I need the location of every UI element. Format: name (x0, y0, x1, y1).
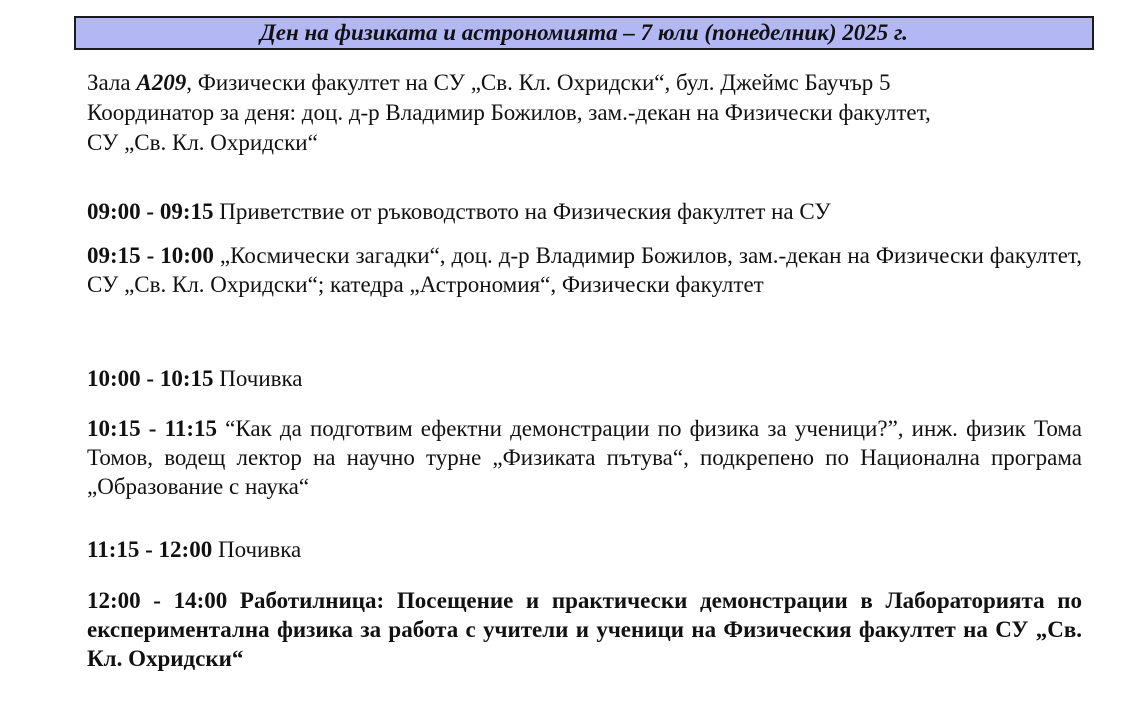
venue-address: , Физически факултет на СУ „Св. Кл. Охридски“, бул. Джеймс Баучър 5 (186, 70, 891, 95)
schedule-text: Почивка (213, 366, 303, 391)
schedule-item-break-2 (87, 535, 1082, 564)
coordinator-line-1: Координатор за деня: доц. д-р Владимир Божилов, зам.-декан на Физически факултет, (87, 100, 931, 125)
schedule-time: 12:00 - 14:00 (87, 588, 228, 613)
venue-info (87, 68, 1082, 158)
page-title-text: Ден на физиката и астрономията – 7 юли (понеделник) 2025 г. (260, 20, 908, 45)
schedule-text: „Космически загадки“, доц. д-р Владимир Божилов, зам.-декан на Физически факултет, СУ „Св. Кл. Охридски“; катедра „Астрономия“, Физически факултет (87, 243, 1082, 297)
schedule-item-break-1 (87, 364, 1082, 393)
schedule-text: Работилница: Посещение и практически демонстрации в Лабораторията по експериментална физика за работа с учители и ученици на Физическия факултет на СУ „Св. Кл. Охридски“ (87, 588, 1082, 671)
schedule-item-demonstrations (87, 414, 1082, 501)
schedule-item-lecture-space (87, 241, 1082, 299)
schedule-text: “Как да подготвим ефектни демонстрации по физика за ученици?”, инж. физик Тома Томов, водещ лектор на научно турне „Физиката пътува“, подкрепено по Национална програма „Образование с наука“ (87, 416, 1082, 499)
schedule-time: 11:15 - 12:00 (87, 537, 213, 562)
hall-label: Зала (87, 70, 137, 95)
coordinator-line-2: СУ „Св. Кл. Охридски“ (87, 130, 318, 155)
schedule-text: Почивка (212, 537, 302, 562)
schedule-time: 09:15 - 10:00 (87, 243, 214, 268)
schedule-item-workshop (87, 586, 1082, 673)
schedule-time: 10:15 - 11:15 (87, 416, 217, 441)
schedule-text: Приветствие от ръководството на Физическия факултет на СУ (213, 199, 831, 224)
page-title (74, 16, 1094, 50)
schedule-time: 09:00 - 09:15 (87, 199, 214, 224)
schedule-time: 10:00 - 10:15 (87, 366, 214, 391)
schedule-item-welcome (87, 197, 1082, 226)
venue-address-line (87, 68, 1082, 98)
room-number: A209 (136, 70, 187, 95)
